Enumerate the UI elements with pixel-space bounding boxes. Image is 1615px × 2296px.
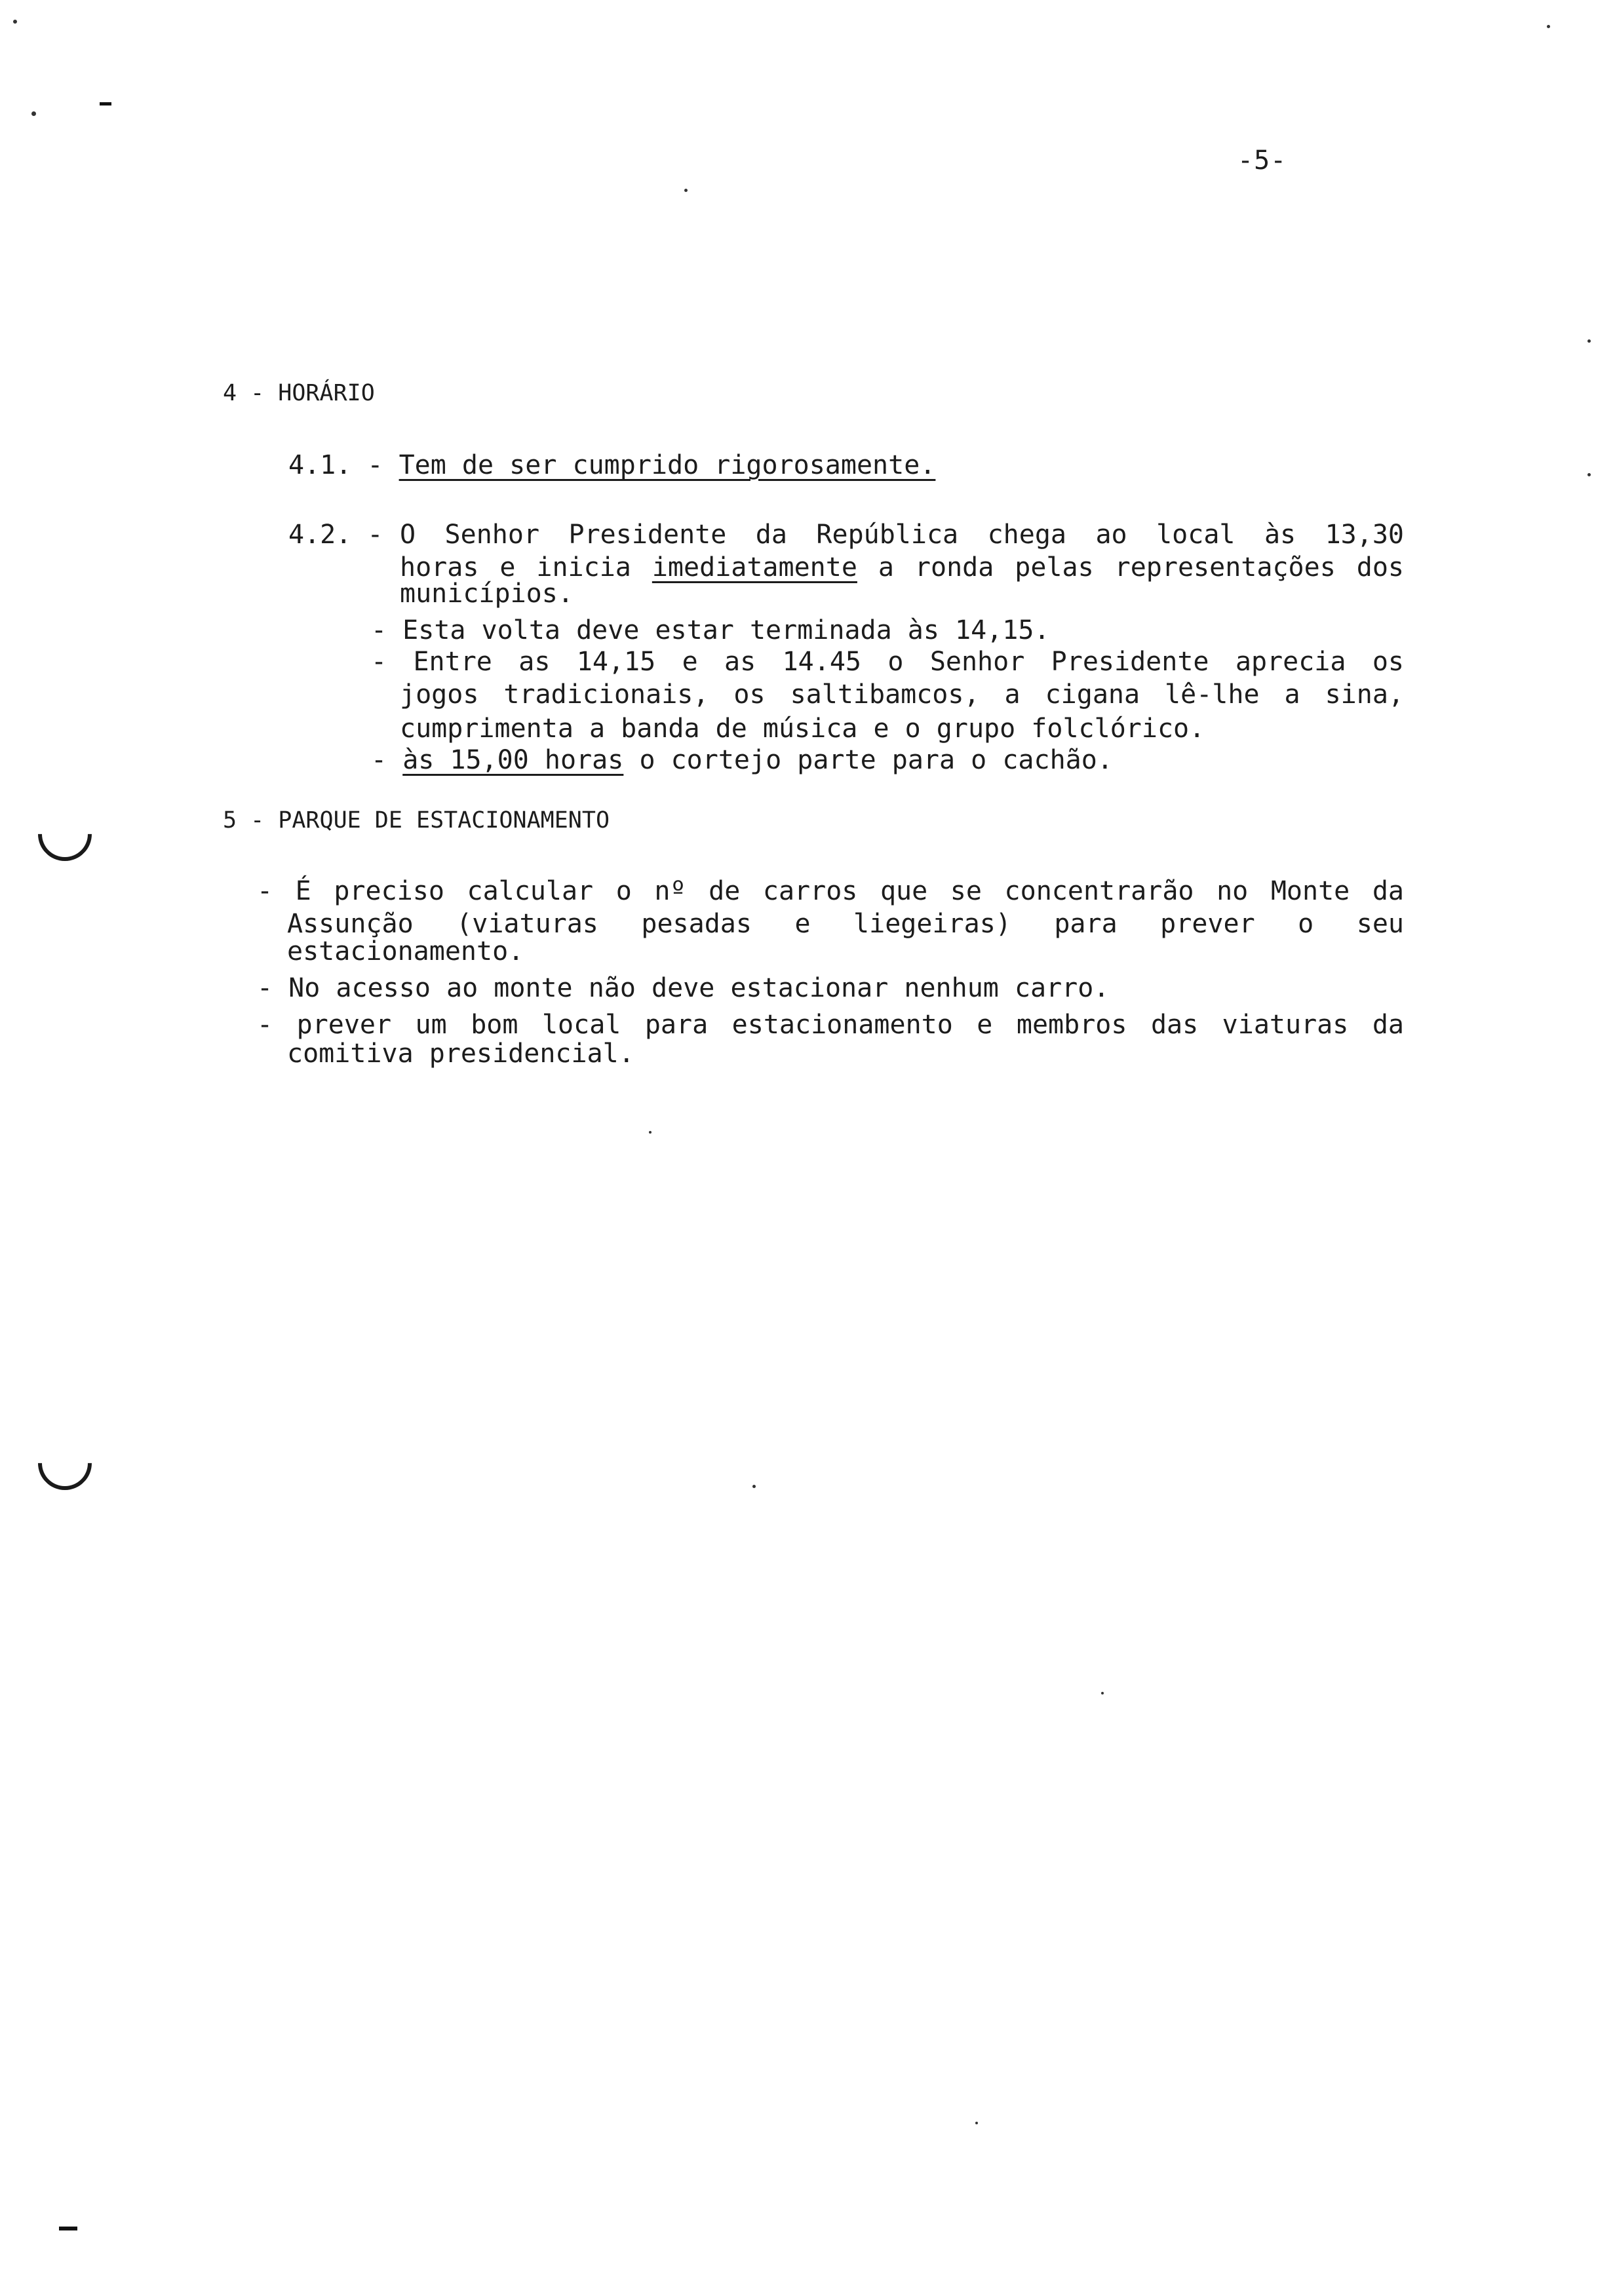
scan-mark: [100, 102, 111, 105]
item-4-2-line2: [400, 554, 1404, 581]
section-5-bullet1-line2: Assunção (viaturas pesadas e liegeiras) para prever o seu: [287, 909, 1404, 939]
section-5-bullet1-line3: estacionamento.: [287, 936, 524, 966]
scan-speck: [1587, 339, 1591, 343]
section-5-heading: 5 - PARQUE DE ESTACIONAMENTO: [223, 807, 610, 833]
item-4-2-bullet3-post: o cortejo parte para o cachão.: [639, 745, 1113, 775]
section-5-bullet3-line2: comitiva presidencial.: [287, 1039, 634, 1069]
item-4-2-number: 4.2. -: [288, 520, 383, 550]
section-4-heading: 4 - HORÁRIO: [223, 380, 375, 406]
item-4-2-line1: O Senhor Presidente da República chega ao local às 13,30: [400, 520, 1404, 550]
punch-hole-bottom: [27, 1425, 103, 1501]
item-4-1-number: 4.1. -: [288, 450, 383, 480]
section-5-bullet2: - No acesso ao monte não deve estacionar nenhum carro.: [257, 973, 1110, 1003]
scan-speck: [975, 2122, 978, 2124]
item-4-2-line2-post: a ronda pelas representações dos: [878, 552, 1404, 583]
section-5-bullet1-line1: - É preciso calcular o nº de carros que se concentrarão no Monte da: [257, 876, 1404, 906]
scan-mark: [59, 2227, 77, 2230]
item-4-1: [288, 452, 935, 478]
item-4-2-line2-underlined: imediatamente: [652, 552, 857, 583]
item-4-2-line3: municípios.: [400, 579, 574, 609]
item-4-2-bullet3: [371, 747, 1113, 773]
scan-speck: [13, 20, 17, 24]
section-5-bullet3-line1: - prever um bom local para estacionamento e membros das viaturas da: [257, 1010, 1404, 1040]
scan-speck: [1547, 25, 1550, 28]
scan-speck: [649, 1131, 652, 1134]
item-4-1-text: Tem de ser cumprido rigorosamente.: [399, 450, 936, 480]
page-number: -5-: [1237, 145, 1287, 176]
item-4-2-bullet3-underlined: às 15,00 horas: [402, 745, 624, 775]
item-4-2-bullet1: - Esta volta deve estar terminada às 14,15.: [371, 615, 1050, 645]
punch-hole-top: [27, 796, 103, 872]
scan-speck: [31, 111, 36, 116]
item-4-2-line2-pre: horas e inicia: [400, 552, 631, 583]
scan-speck: [684, 189, 688, 192]
scan-speck: [1101, 1692, 1104, 1694]
scan-speck: [1587, 473, 1591, 476]
item-4-2-bullet2-line2: jogos tradicionais, os saltibamcos, a cigana lê-lhe a sina,: [400, 679, 1404, 710]
scan-speck: [752, 1485, 756, 1488]
item-4-2-bullet2-line3: cumprimenta a banda de música e o grupo folclórico.: [400, 714, 1205, 744]
item-4-2-bullet2-line1: - Entre as 14,15 e as 14.45 o Senhor Presidente aprecia os: [371, 647, 1404, 677]
item-4-2-bullet3-dash: -: [371, 745, 387, 775]
